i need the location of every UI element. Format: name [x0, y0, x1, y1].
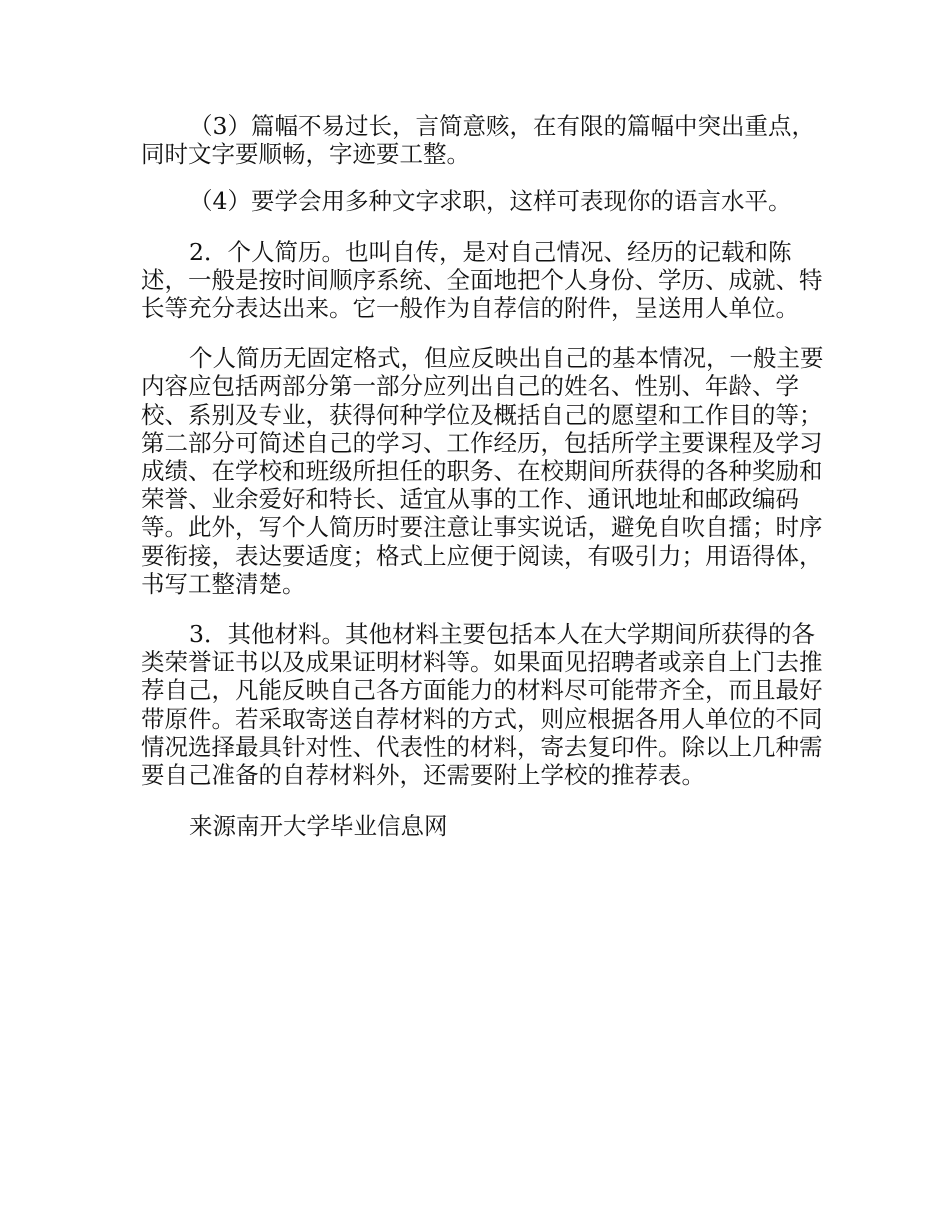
paragraph-resume-format: 个人简历无固定格式，但应反映出自己的基本情况，一般主要内容应包括两部分第一部分应列出自己的姓名、性别、年龄、学校、系别及专业，获得何种学位及概括自己的愿望和工作目的等；第二部分可简述自己的学习、工作经历，包括所学主要课程及学习成绩、在学校和班级所担任的职务、在校期间所获得的各种奖励和荣誉、业余爱好和特长、适宜从事的工作、通讯地址和邮政编码等。此外，写个人简历时要注意让事实说话，避免自吹自擂；时序要衔接，表达要适度；格式上应便于阅读，有吸引力；用语得体，书写工整清楚。 — [141, 344, 824, 598]
paragraph-length-tip: （3）篇幅不易过长，言简意赅，在有限的篇幅中突出重点，同时文字要顺畅，字迹要工整。 — [141, 112, 815, 169]
paragraph-language-tip: （4）要学会用多种文字求职，这样可表现你的语言水平。 — [189, 187, 792, 216]
paragraph-other-materials: 3．其他材料。其他材料主要包括本人在大学期间所获得的各类荣誉证书以及成果证明材料等。如果面见招聘者或亲自上门去推荐自己，凡能反映自己各方面能力的材料尽可能带齐全，而且最好带原件。若采取寄送自荐材料的方式，则应根据各用人单位的不同情况选择最具针对性、代表性的材料，寄去复印件。除以上几种需要自己准备的自荐材料外，还需要附上学校的推荐表。 — [141, 620, 823, 790]
paragraph-resume: 2．个人简历。也叫自传，是对自己情况、经历的记载和陈述，一般是按时间顺序系统、全面地把个人身份、学历、成就、特长等充分表达出来。它一般作为自荐信的附件，呈送用人单位。 — [141, 237, 823, 323]
document-body — [141, 112, 831, 840]
paragraph-source: 来源南开大学毕业信息网 — [189, 812, 448, 841]
